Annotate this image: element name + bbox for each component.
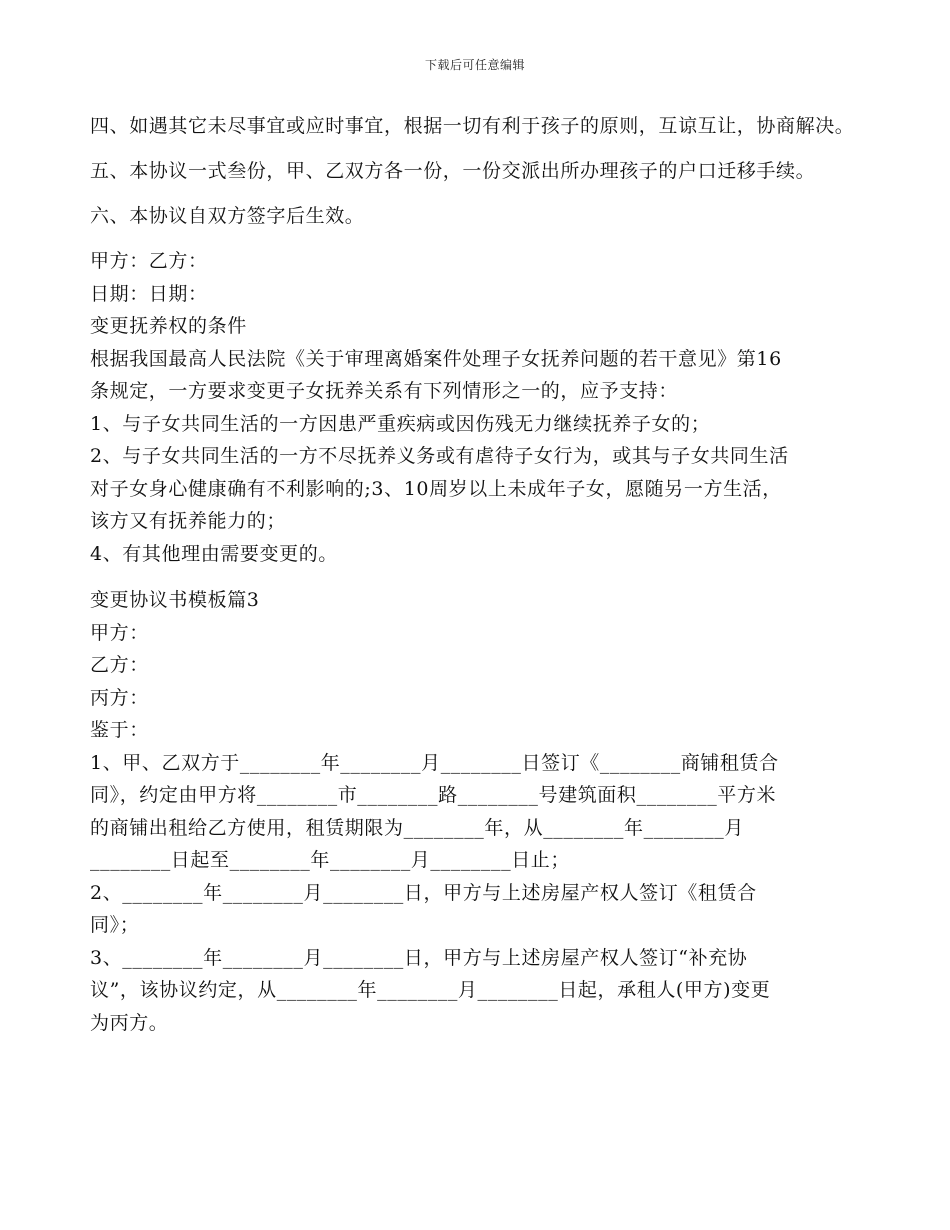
custody-change-section	[90, 310, 860, 570]
clause-six: 六、本协议自双方签字后生效。	[90, 205, 365, 227]
page-header: 下载后可任意编辑	[424, 58, 525, 72]
template-line: 丙方：	[90, 686, 149, 709]
template-three-section	[90, 584, 860, 1039]
template-line: 3、________年________月________日，甲方与上述房屋产权人签订“补充协	[90, 946, 748, 969]
template-line: 同》；	[90, 914, 140, 936]
template-line: 甲方：	[90, 621, 149, 644]
template-line: 为丙方。	[90, 1011, 169, 1034]
clause-four: 四、如遇其它未尽事宜或应时事宜，根据一切有利于孩子的原则，互谅互让，协商解决。	[90, 115, 855, 137]
custody-line: 2、与子女共同生活的一方不尽抚养义务或有虐待子女行为，或其与子女共同生活	[90, 445, 789, 467]
signature-block	[90, 245, 860, 310]
template-line: 鉴于：	[90, 719, 149, 741]
template-line: 同》，约定由甲方将________市________路________号建筑面积________平方米	[90, 784, 777, 806]
signature-parties: 甲方：乙方：	[90, 250, 208, 272]
custody-line: 1、与子女共同生活的一方因患严重疾病或因伤残无力继续抚养子女的；	[90, 412, 711, 435]
section-gap	[90, 570, 860, 584]
custody-line: 条规定，一方要求变更子女抚养关系有下列情形之一的，应予支持：	[90, 380, 679, 402]
clause-five: 五、本协议一式叁份，甲、乙双方各一份，一份交派出所办理孩子的户口迁移手续。	[90, 160, 816, 182]
custody-line: 该方又有抚养能力的；	[90, 510, 287, 532]
template-line: 2、________年________月________日，甲方与上述房屋产权人签订《租赁合	[90, 881, 757, 904]
template-line: 的商铺出租给乙方使用，租赁期限为________年，从________年________月	[90, 816, 745, 839]
signature-dates: 日期：日期：	[90, 282, 208, 305]
custody-line: 对子女身心健康确有不利影响的;3、10周岁以上未成年子女，愿随另一方生活，	[90, 477, 782, 500]
custody-line: 4、有其他理由需要变更的。	[90, 542, 338, 565]
template-line: 乙方：	[90, 654, 149, 676]
custody-section-title: 变更抚养权的条件	[90, 315, 247, 337]
custody-line: 根据我国最高人民法院《关于审理离婚案件处理子女抚养问题的若干意见》第16	[90, 347, 782, 370]
document-body	[90, 110, 860, 1039]
template-line: 1、甲、乙双方于________年________月________日签订《________商铺租赁合	[90, 751, 779, 774]
template-line: 议”，该协议约定，从________年________月________日起，承租人(甲方)变更	[90, 979, 771, 1001]
template-line: ________日起至________年________月________日止；	[90, 849, 571, 871]
template-three-title: 变更协议书模板篇3	[90, 589, 260, 611]
